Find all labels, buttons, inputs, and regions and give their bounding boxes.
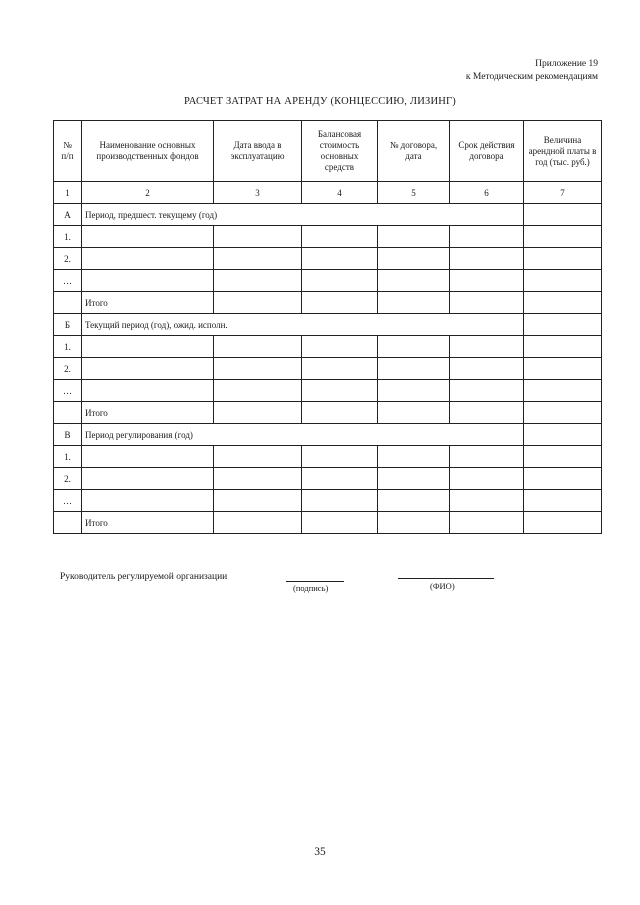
table-cell[interactable] [524, 512, 602, 534]
table-cell[interactable] [214, 336, 302, 358]
col-header-book-value: Балансовая стоимость основных средств [302, 121, 378, 182]
table-cell[interactable] [378, 380, 450, 402]
table-cell[interactable] [82, 380, 214, 402]
table-cell[interactable] [524, 424, 602, 446]
table-header-row [54, 121, 602, 182]
table-row [54, 226, 602, 248]
name-line[interactable] [398, 578, 494, 579]
row-number: 2. [54, 248, 82, 270]
table-cell[interactable] [524, 292, 602, 314]
table-cell[interactable] [214, 380, 302, 402]
table-cell[interactable] [524, 204, 602, 226]
table-cell[interactable] [214, 248, 302, 270]
section-header-row [54, 314, 602, 336]
table-cell[interactable] [524, 336, 602, 358]
table-cell[interactable] [214, 468, 302, 490]
table-cell[interactable] [82, 248, 214, 270]
table-cell[interactable] [82, 336, 214, 358]
table-cell[interactable] [524, 490, 602, 512]
table-cell[interactable] [302, 446, 378, 468]
row-number: 2. [54, 358, 82, 380]
table-cell[interactable] [302, 380, 378, 402]
table-cell[interactable] [450, 358, 524, 380]
appendix-line-2: к Методическим рекомендациям [465, 72, 598, 82]
signature-label: Руководитель регулируемой организации [60, 572, 228, 582]
col-header-commission-date: Дата ввода в эксплуатацию [214, 121, 302, 182]
row-number: … [54, 380, 82, 402]
column-number: 5 [378, 182, 450, 204]
table-cell[interactable] [214, 358, 302, 380]
table-cell[interactable] [82, 270, 214, 292]
table-cell[interactable] [378, 446, 450, 468]
row-number: … [54, 490, 82, 512]
column-number: 7 [524, 182, 602, 204]
appendix-reference [466, 58, 598, 84]
section-label: Период, предшест. текущему (год) [82, 204, 524, 226]
section-code: А [54, 204, 82, 226]
table-cell [54, 292, 82, 314]
col-header-asset-name: Наименование основных производственных фондов [82, 121, 214, 182]
table-cell[interactable] [378, 512, 450, 534]
table-cell[interactable] [450, 336, 524, 358]
page-number: 35 [314, 846, 326, 858]
table-cell[interactable] [524, 380, 602, 402]
table-cell[interactable] [450, 248, 524, 270]
table-cell[interactable] [450, 270, 524, 292]
table-cell[interactable] [82, 468, 214, 490]
signature-block [60, 572, 620, 602]
table-cell [54, 512, 82, 534]
table-cell[interactable] [302, 358, 378, 380]
table-cell[interactable] [214, 270, 302, 292]
column-number: 2 [82, 182, 214, 204]
col-header-number-text: № п/п [61, 140, 74, 161]
table-cell[interactable] [524, 248, 602, 270]
document-title: РАСЧЕТ ЗАТРАТ НА АРЕНДУ (КОНЦЕССИЮ, ЛИЗИНГ) [184, 96, 456, 107]
table-cell[interactable] [524, 226, 602, 248]
total-row [54, 402, 602, 424]
column-number: 6 [450, 182, 524, 204]
table-row [54, 380, 602, 402]
row-number: … [54, 270, 82, 292]
table-row [54, 468, 602, 490]
total-label: Итого [82, 292, 214, 314]
table-cell[interactable] [524, 270, 602, 292]
name-caption: (ФИО) [430, 581, 455, 591]
signature-line[interactable] [286, 581, 344, 582]
col-header-number [54, 121, 82, 182]
total-label: Итого [82, 512, 214, 534]
table-cell[interactable] [302, 490, 378, 512]
table-cell[interactable] [214, 402, 302, 424]
table-body [54, 182, 602, 534]
table-cell[interactable] [378, 336, 450, 358]
table-cell[interactable] [450, 226, 524, 248]
col-header-contract-term: Срок действия договора [450, 121, 524, 182]
table-cell[interactable] [450, 380, 524, 402]
section-label: Текущий период (год), ожид. исполн. [82, 314, 524, 336]
table-cell[interactable] [378, 248, 450, 270]
column-number: 3 [214, 182, 302, 204]
table-cell[interactable] [450, 446, 524, 468]
table-cell[interactable] [302, 402, 378, 424]
total-label: Итого [82, 402, 214, 424]
total-row [54, 512, 602, 534]
table-cell[interactable] [450, 292, 524, 314]
signature-caption: (подпись) [293, 583, 329, 593]
rent-cost-table [53, 120, 602, 534]
table-cell[interactable] [524, 468, 602, 490]
table-row [54, 248, 602, 270]
section-header-row [54, 204, 602, 226]
section-label: Период регулирования (год) [82, 424, 524, 446]
table-cell[interactable] [302, 292, 378, 314]
table-row [54, 490, 602, 512]
row-number: 1. [54, 336, 82, 358]
table-cell [54, 402, 82, 424]
table-row [54, 336, 602, 358]
table-cell[interactable] [214, 292, 302, 314]
table-cell[interactable] [450, 512, 524, 534]
table-cell[interactable] [214, 490, 302, 512]
table-cell[interactable] [450, 402, 524, 424]
table-cell[interactable] [82, 226, 214, 248]
table-cell[interactable] [524, 314, 602, 336]
table-row [54, 358, 602, 380]
table-cell[interactable] [302, 512, 378, 534]
table-cell[interactable] [302, 468, 378, 490]
table-cell[interactable] [302, 270, 378, 292]
table-cell[interactable] [524, 446, 602, 468]
table-cell[interactable] [302, 226, 378, 248]
table-cell[interactable] [450, 468, 524, 490]
table-cell[interactable] [302, 248, 378, 270]
table-cell[interactable] [82, 358, 214, 380]
table-cell[interactable] [450, 490, 524, 512]
table-cell[interactable] [378, 490, 450, 512]
table-cell[interactable] [214, 512, 302, 534]
table-cell[interactable] [378, 270, 450, 292]
col-header-annual-rent: Величина арендной платы в год (тыс. руб.) [524, 121, 602, 182]
section-code: Б [54, 314, 82, 336]
section-header-row [54, 424, 602, 446]
column-number: 4 [302, 182, 378, 204]
col-header-contract-number: № договора, дата [378, 121, 450, 182]
table-cell[interactable] [82, 446, 214, 468]
table-row [54, 270, 602, 292]
table-cell[interactable] [302, 336, 378, 358]
column-numbers-row [54, 182, 602, 204]
appendix-line-1: Приложение 19 [535, 59, 598, 69]
row-number: 1. [54, 226, 82, 248]
row-number: 1. [54, 446, 82, 468]
table-cell[interactable] [378, 468, 450, 490]
table-cell[interactable] [214, 226, 302, 248]
column-number: 1 [54, 182, 82, 204]
table-cell[interactable] [82, 490, 214, 512]
table-cell[interactable] [524, 358, 602, 380]
table-cell[interactable] [214, 446, 302, 468]
section-code: В [54, 424, 82, 446]
row-number: 2. [54, 468, 82, 490]
table-cell[interactable] [378, 402, 450, 424]
table-cell[interactable] [378, 358, 450, 380]
table-row [54, 446, 602, 468]
table-cell[interactable] [378, 226, 450, 248]
table-cell[interactable] [378, 292, 450, 314]
table-cell[interactable] [524, 402, 602, 424]
total-row [54, 292, 602, 314]
